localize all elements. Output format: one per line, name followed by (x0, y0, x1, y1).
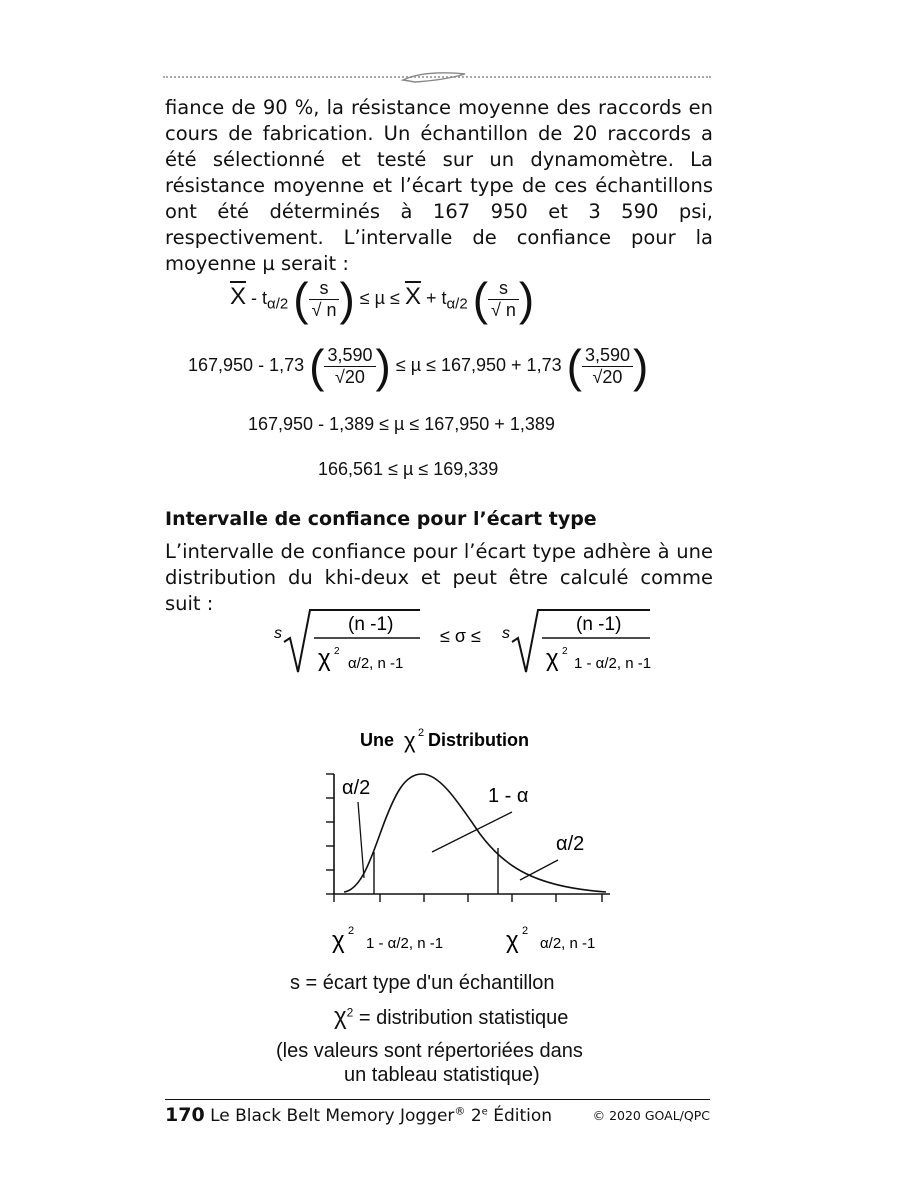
copyright: © 2020 GOAL/QPC (592, 1108, 710, 1123)
paren-close: ) (339, 273, 355, 325)
x-right-sub: α/2, n -1 (540, 935, 596, 952)
edition-number: 2 (470, 1106, 482, 1126)
eq2-fraction-2: $\frac{3,590}{√20}$ (582, 345, 633, 388)
plus-t: + t (425, 287, 447, 308)
page-footer (165, 1104, 710, 1126)
figure-title-suffix: Distribution (428, 730, 529, 750)
eq2-middle: ≤ µ ≤ 167,950 + 1,73 (395, 354, 562, 375)
x-left-sq: 2 (348, 925, 355, 937)
legend-chi-definition (334, 1003, 568, 1031)
paren-close-2: ) (518, 273, 535, 325)
figure-title-chi: χ (404, 728, 416, 753)
alpha-half-sub-2: α/2 (446, 295, 468, 313)
num-right: (n -1) (576, 614, 622, 635)
final-interval: 166,561 ≤ µ ≤ 169,339 (318, 459, 499, 479)
le-mu-le: ≤ µ ≤ (359, 287, 400, 308)
s-over-sqrt-n-2: $\frac{s}{√ n}$ (488, 278, 519, 321)
alpha-half-right-label: α/2 (556, 833, 585, 855)
num-left: (n -1) (348, 614, 394, 635)
eq2-fraction: $\frac{3,590}{√20}$ (324, 345, 375, 388)
x-ticks (334, 894, 602, 902)
legend-s-definition: s = écart type d'un échantillon (290, 972, 555, 994)
y-ticks (326, 774, 334, 894)
x-right-chi: χ (506, 927, 519, 954)
paren-open-3: ( (309, 340, 325, 392)
numeric-interval-formula (188, 340, 649, 392)
le-sigma-le: ≤ σ ≤ (440, 626, 481, 646)
sq-left: 2 (334, 646, 340, 657)
alpha-half-left-label: α/2 (342, 777, 371, 799)
chi-left: χ (318, 645, 331, 672)
confidence-interval-formula (230, 273, 535, 325)
alpha-left-pointer (358, 802, 364, 878)
paren-close-4: ) (632, 340, 649, 392)
legend-sq: 2 (346, 1005, 354, 1020)
figure-title-prefix: Une (360, 730, 395, 750)
sq-right: 2 (562, 646, 568, 657)
xbar-symbol-2: $\overline{X}$ (404, 282, 421, 310)
sub-left: α/2, n -1 (348, 655, 404, 672)
alpha-right-pointer (520, 860, 558, 880)
sub-right: 1 - α/2, n -1 (574, 655, 652, 672)
chi-square-distribution-figure (300, 722, 630, 962)
paren-close-3: ) (375, 340, 391, 392)
s-right: s (502, 625, 510, 642)
minus-t: - t (251, 287, 268, 308)
s-over-sqrt-n: $\frac{s}{√ n}$ (309, 278, 340, 321)
x-right-sq: 2 (522, 925, 529, 937)
edition-superscript: e (481, 1106, 488, 1118)
flourish-ornament-icon (395, 66, 475, 86)
registered-mark: ® (454, 1104, 466, 1118)
page-number: 170 (165, 1104, 205, 1126)
legend-note-line2: un tableau statistique) (344, 1064, 540, 1086)
legend-note-line1: (les valeurs sont répertoriées dans (276, 1040, 583, 1062)
legend-chi: χ (334, 1003, 347, 1030)
simplified-interval: 167,950 - 1,389 ≤ µ ≤ 167,950 + 1,389 (248, 414, 555, 434)
figure-title-sq: 2 (418, 727, 425, 739)
center-pointer (432, 812, 512, 852)
x-left-chi: χ (332, 927, 345, 954)
intro-paragraph: fiance de 90 %, la résistance moyenne des raccords en cours de fabrication. Un échantillon de 20 raccords a été sélectionné et testé sur un dynamomètre. La résistance moyenne et l’écart type de ces échantillons ont été déterminés à 167 950 et 3 590 psi, respectivement. L’intervalle de confiance pour la moyenne µ serait : (165, 96, 713, 275)
x-left-sub: 1 - α/2, n -1 (366, 935, 444, 952)
xbar-symbol: $\overline{X}$ (230, 282, 247, 310)
book-title: Le Black Belt Memory Jogger (210, 1106, 455, 1126)
footer-rule (165, 1099, 710, 1100)
paren-open-2: ( (472, 273, 489, 325)
s-left: s (274, 625, 282, 642)
std-dev-paragraph: L’intervalle de confiance pour l’écart type adhère à une distribution du khi-deux et peut être calculé comme suit : (165, 540, 713, 615)
std-dev-interval-formula (270, 602, 690, 682)
chi-right: χ (546, 645, 559, 672)
alpha-half-sub: α/2 (267, 295, 289, 313)
legend-chi-rest: = distribution statistique (358, 1007, 569, 1029)
one-minus-alpha-label: 1 - α (488, 785, 529, 807)
edition-word: Édition (493, 1106, 553, 1126)
paren-open-4: ( (566, 340, 582, 392)
paren-open: ( (293, 273, 309, 325)
section-heading: Intervalle de confiance pour l’écart type (165, 508, 597, 530)
eq2-left: 167,950 - 1,73 (188, 354, 305, 375)
